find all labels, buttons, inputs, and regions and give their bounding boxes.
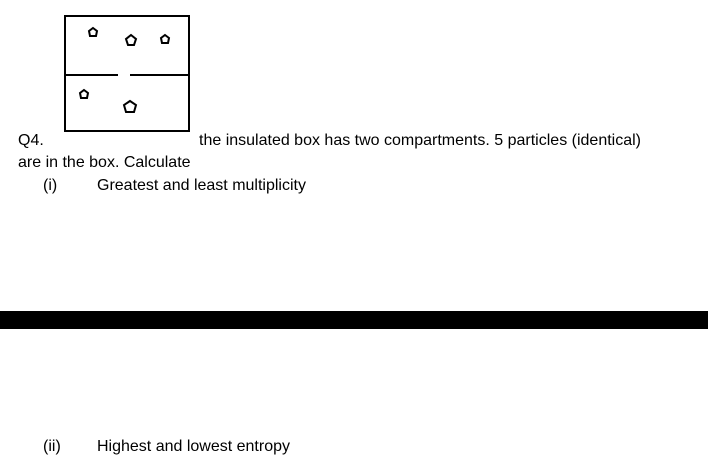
particle-pentagon-icon (89, 28, 97, 36)
question-intro-line2: are in the box. Calculate (18, 154, 191, 171)
insulated-box (65, 16, 189, 131)
part-i-label: (i) (43, 177, 58, 194)
part-ii-label: (ii) (43, 438, 61, 455)
box-diagram (0, 0, 708, 140)
particle-pentagon-icon (124, 101, 136, 112)
page-divider-bar (0, 311, 708, 329)
part-ii-text: Highest and lowest entropy (97, 438, 290, 455)
question-intro-line1: the insulated box has two compartments. 5 particles (identical) (199, 132, 641, 149)
particle-pentagon-icon (161, 35, 169, 43)
question-number: Q4. (18, 132, 44, 149)
particle-pentagon-icon (126, 35, 136, 45)
particle-pentagon-icon (80, 90, 88, 98)
part-i-text: Greatest and least multiplicity (97, 177, 306, 194)
